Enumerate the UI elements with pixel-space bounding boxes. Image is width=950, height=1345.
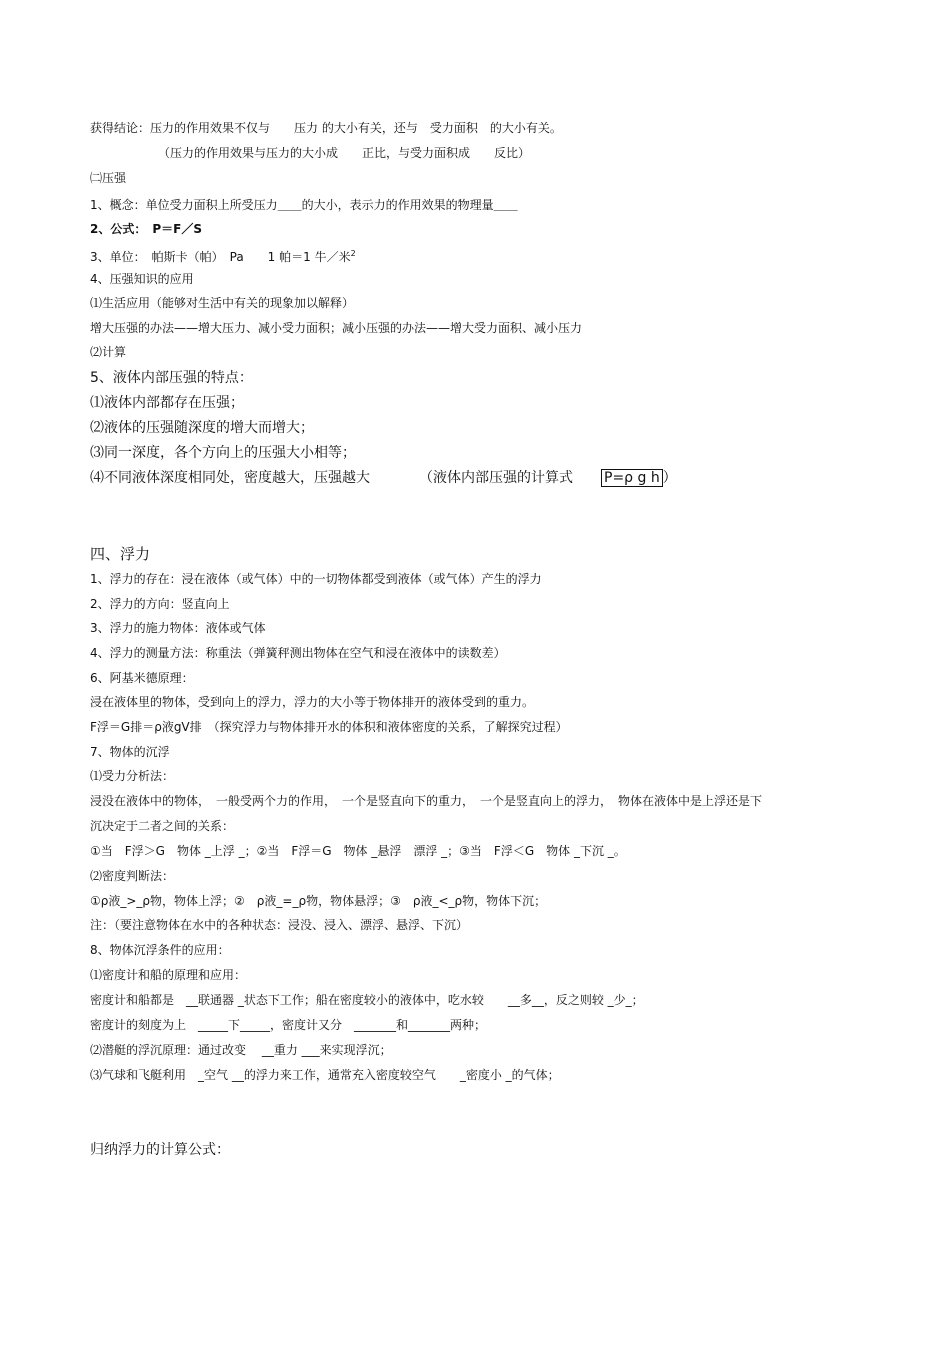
liquid-point-3: ⑶同一深度，各个方向上的压强大小相等； bbox=[90, 445, 356, 461]
hydrometer-scale: 密度计的刻度为上 _____下_____，密度计又分 _______和_______两种； bbox=[90, 1018, 487, 1032]
summary-heading: 归纳浮力的计算公式： bbox=[90, 1142, 230, 1158]
balloon-airship: ⑶气球和飞艇利用 _空气 __的浮力来工作，通常充入密度较空气 _密度小 _的气体； bbox=[90, 1068, 560, 1082]
conclusion-note: （压力的作用效果与压力的大小成 正比，与受力面积成 反比） bbox=[158, 146, 531, 160]
pressure-unit-text: 3、单位： 帕斯卡（帕） Pa 1 帕＝1 牛／米 bbox=[90, 250, 351, 264]
note: 注：（要注意物体在水中的各种状态：浸没、浸入、漂浮、悬浮、下沉） bbox=[90, 918, 469, 932]
liquid-pressure-formula: P=ρ g h bbox=[601, 469, 663, 487]
buoyancy-2: 2、浮力的方向：竖直向上 bbox=[90, 597, 230, 611]
pressure-methods: 增大压强的办法——增大压力、减小受力面积；减小压强的办法——增大受力面积、减小压力 bbox=[90, 321, 583, 335]
liquid-pressure-heading: 5、液体内部压强的特点： bbox=[90, 370, 253, 386]
archimedes-formula: F浮＝G排＝ρ液gV排 （探究浮力与物体排开水的体积和液体密度的关系，了解探究过程） bbox=[90, 720, 568, 734]
life-application: ⑴生活应用（能够对生活中有关的现象加以解释） bbox=[90, 296, 355, 310]
liquid-point-2: ⑵液体的压强随深度的增大而增大； bbox=[90, 420, 314, 436]
hydrometer-ship-text: 密度计和船都是 __联通器 _状态下工作；船在密度较小的液体中，吃水较 __多__，反之则较 _少_； bbox=[90, 993, 644, 1007]
liquid-point-1: ⑴液体内部都存在压强； bbox=[90, 395, 244, 411]
section-buoyancy-heading: 四、浮力 bbox=[90, 545, 151, 563]
buoyancy-1: 1、浮力的存在：浸在液体（或气体）中的一切物体都受到液体（或气体）产生的浮力 bbox=[90, 572, 542, 586]
buoyancy-7: 7、物体的沉浮 bbox=[90, 745, 170, 759]
pressure-unit bbox=[90, 246, 356, 265]
force-cases: ①当 F浮＞G 物体 _上浮 _；②当 F浮＝G 物体 _悬浮 漂浮 _；③当 F浮＜G 物体 _下沉 _。 bbox=[90, 844, 626, 858]
force-analysis-text-2: 沉决定于二者之间的关系： bbox=[90, 819, 235, 833]
calculation: ⑵计算 bbox=[90, 345, 127, 359]
buoyancy-3: 3、浮力的施力物体：液体或气体 bbox=[90, 621, 266, 635]
pressure-concept: 1、概念：单位受力面积上所受压力＿＿的大小，表示力的作用效果的物理量＿＿ bbox=[90, 198, 518, 212]
pressure-unit-exponent: 2 bbox=[350, 249, 356, 258]
liquid-point-4-end: ） bbox=[662, 470, 677, 486]
hydrometer-ship: ⑴密度计和船的原理和应用： bbox=[90, 968, 247, 982]
section-pressure-heading: ㈡压强 bbox=[90, 171, 127, 185]
pressure-application: 4、压强知识的应用 bbox=[90, 272, 194, 286]
liquid-point-4 bbox=[90, 469, 677, 487]
archimedes-principle: 浸在液体里的物体，受到向上的浮力，浮力的大小等于物体排开的液体受到的重力。 bbox=[90, 695, 535, 709]
submarine: ⑵潜艇的浮沉原理：通过改变 __重力 ___来实现浮沉； bbox=[90, 1043, 392, 1057]
force-analysis-text-1: 浸没在液体中的物体， 一般受两个力的作用， 一个是竖直向下的重力， 一个是竖直向上的浮力， 物体在液体中是上浮还是下 bbox=[90, 794, 763, 808]
force-analysis: ⑴受力分析法： bbox=[90, 769, 175, 783]
density-method: ⑵密度判断法： bbox=[90, 869, 175, 883]
pressure-formula: 2、公式： P＝F／S bbox=[90, 222, 202, 236]
buoyancy-8: 8、物体沉浮条件的应用： bbox=[90, 943, 230, 957]
buoyancy-6: 6、阿基米德原理： bbox=[90, 671, 194, 685]
conclusion-line: 获得结论：压力的作用效果不仅与 压力 的大小有关，还与 受力面积 的大小有关。 bbox=[90, 121, 562, 135]
liquid-point-4-text: ⑷不同液体深度相同处，密度越大，压强越大 （液体内部压强的计算式 bbox=[90, 470, 601, 486]
density-cases: ①ρ液_>_ρ物，物体上浮；② ρ液_=_ρ物，物体悬浮；③ ρ液_<_ρ物，物体下沉； bbox=[90, 894, 547, 908]
buoyancy-4: 4、浮力的测量方法：称重法（弹簧秤测出物体在空气和浸在液体中的读数差） bbox=[90, 646, 506, 660]
